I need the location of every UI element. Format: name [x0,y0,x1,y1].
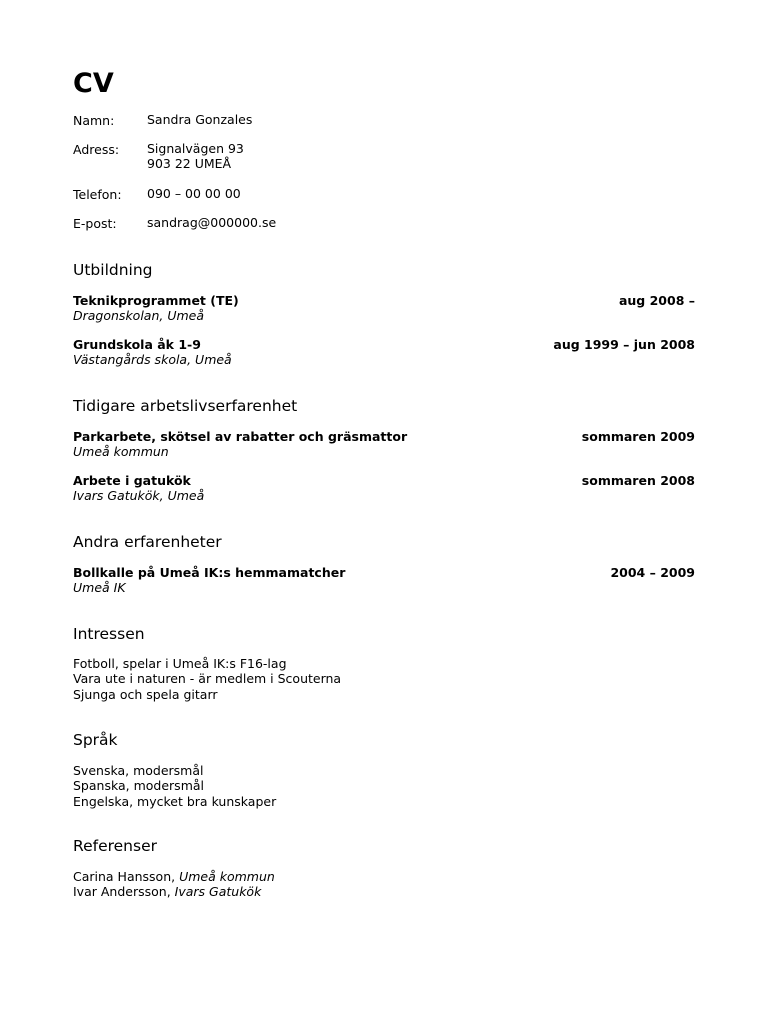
info-value-line: Sandra Gonzales [147,112,253,127]
entry-place: Västangårds skola, Umeå [73,352,232,367]
reference-name: Carina Hansson, [73,869,176,884]
entry-date: aug 1999 – jun 2008 [553,337,695,352]
info-value [147,113,252,128]
entry-date: 2004 – 2009 [610,565,695,580]
info-value [147,142,244,171]
section-heading-work: Tidigare arbetslivserfarenhet [73,397,298,415]
info-label: Adress: [73,142,120,157]
cv-page [73,0,695,1024]
info-value-line: 903 22 UMEÅ [147,155,232,171]
info-value-line: sandrag@000000.se [147,215,277,230]
reference-item [73,869,275,884]
reference-name: Ivar Andersson, [73,884,171,900]
references-list [73,869,275,900]
list-item: Sjunga och spela gitarr [73,686,218,702]
reference-org: Umeå kommun [179,869,275,884]
info-value-line: 090 – 00 00 00 [147,186,241,201]
entry-title: Arbete i gatukök [73,473,191,488]
entry-date: sommaren 2009 [581,429,695,444]
section-heading-languages: Språk [73,731,118,749]
entry-place: Ivars Gatukök, Umeå [73,488,205,503]
list-item: Engelska, mycket bra kunskaper [73,793,277,809]
entry-date: sommaren 2008 [581,473,695,488]
other-entry [73,565,695,595]
section-heading-interests: Intressen [73,625,145,643]
entry-title: Bollkalle på Umeå IK:s hemmamatcher [73,565,346,580]
entry-date: aug 2008 – [618,293,695,308]
page-title: CV [73,68,114,99]
reference-item [73,884,275,899]
info-label: Telefon: [73,187,122,202]
list-item: Fotboll, spelar i Umeå IK:s F16-lag [73,656,287,671]
languages-list [73,763,276,809]
info-value [147,187,241,202]
reference-org: Ivars Gatukök [174,884,262,900]
work-entry [73,473,695,503]
list-item: Vara ute i naturen - är medlem i Scouterna [73,671,342,687]
section-heading-other: Andra erfarenheter [73,533,222,551]
entry-title: Parkarbete, skötsel av rabatter och gräsmattor [73,429,408,444]
list-item: Spanska, modersmål [73,778,204,794]
entry-place: Dragonskolan, Umeå [73,308,205,323]
section-heading-references: Referenser [73,837,157,855]
entry-place: Umeå IK [73,580,126,595]
info-value [147,216,276,231]
education-entry [73,337,695,367]
section-heading-education: Utbildning [73,261,153,279]
entry-title: Teknikprogrammet (TE) [73,293,239,308]
education-entry [73,293,695,323]
info-label: Namn: [73,113,115,128]
entry-title: Grundskola åk 1-9 [73,337,201,352]
entry-place: Umeå kommun [73,444,169,459]
work-entry [73,429,695,459]
info-label: E-post: [73,216,117,231]
info-value-line: Signalvägen 93 [147,141,244,156]
interests-list [73,656,341,702]
list-item: Svenska, modersmål [73,763,204,778]
